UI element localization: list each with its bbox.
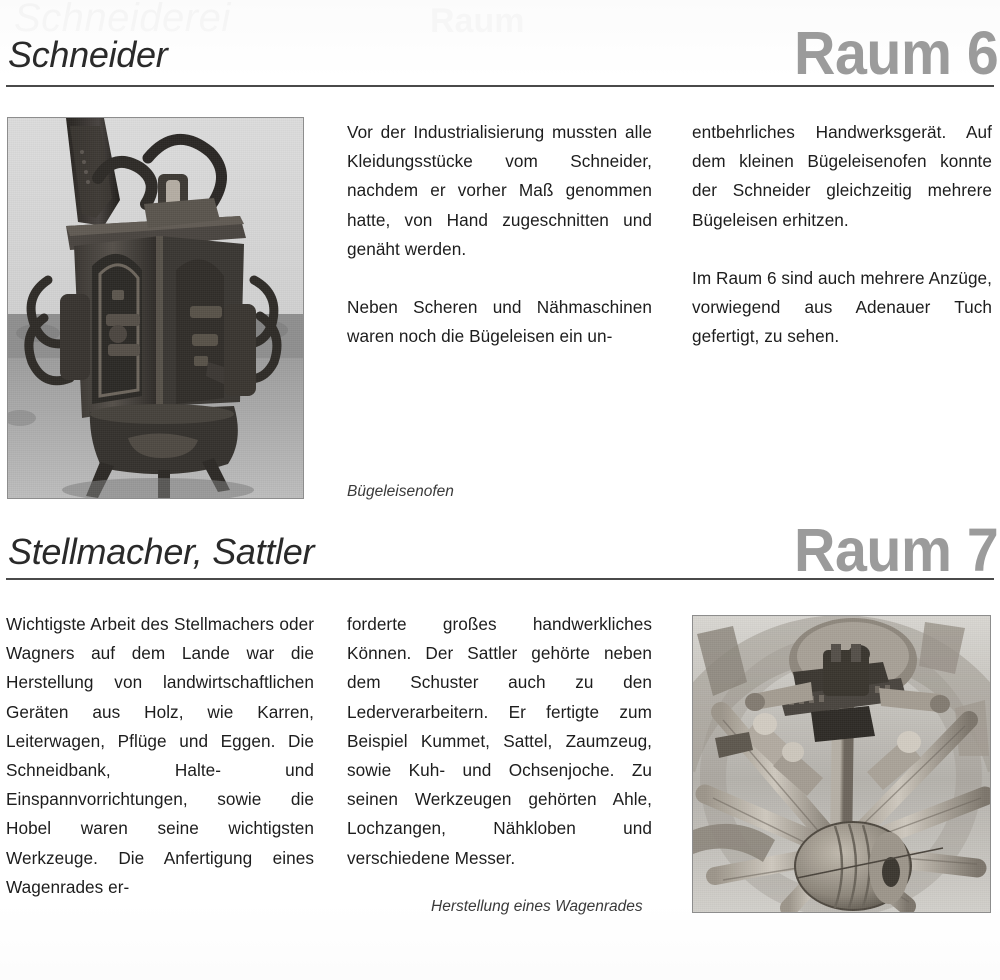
- room-label-6: Raum 6: [793, 19, 998, 87]
- bleed-through-ghost-text-left: Schneiderei: [14, 0, 231, 40]
- photo-caption-wagenrad: Herstellung eines Wagenrades: [431, 898, 643, 915]
- section-header-schneider: [0, 8, 1000, 86]
- paragraph: Neben Scheren und Nähmaschinen waren noch die Bügeleisen ein un-: [347, 297, 652, 347]
- bugeleisenofen-photo: [7, 117, 304, 499]
- body-column-stellmacher-2: [347, 610, 652, 873]
- wagenrad-photo: [692, 615, 991, 913]
- photo-caption-bugeleisenofen: Bügeleisenofen: [347, 483, 454, 500]
- paragraph: Wichtigste Arbeit des Stellmachers oder Wagners auf dem Lande war die Herstellung von landwirtschaftlichen Geräten aus Holz, wie Karren, Leiterwagen, Pflüge und Eggen. Die Schneidbank, Halte- und Einspannvorrichtungen, sowie die Hobel waren seine wichtigsten Werkzeuge. Die Anfertigung eines Wagenrades er-: [6, 614, 314, 897]
- paragraph: Im Raum 6 sind auch mehrere Anzüge, vorwiegend aus Adenauer Tuch gefertigt, zu sehen.: [692, 267, 992, 347]
- section-divider-rule-2: [6, 578, 994, 580]
- section-title-schneider: Schneider: [8, 34, 168, 75]
- body-column-stellmacher-1: [6, 610, 314, 902]
- paragraph: entbehrliches Handwerksgerät. Auf dem kleinen Bügeleisenofen konnte der Schneider gleichzeitig mehrere Bügeleisen erhitzen.: [692, 122, 992, 230]
- room-label-7: Raum 7: [793, 516, 998, 584]
- section-title-stellmacher: Stellmacher, Sattler: [8, 531, 315, 572]
- paragraph: forderte großes handwerkliches Können. Der Sattler gehörte neben dem Schuster auch zu den Lederverarbeitern. Er fertigte zum Beispiel Kummet, Sattel, Zaumzeug, sowie Kuh- und Ochsenjoche. Zu seinen Werkzeugen gehörten Ahle, Lochzangen, Nähkloben und verschiedene Messer.: [347, 614, 652, 868]
- body-column-schneider-2: [692, 118, 992, 351]
- body-column-schneider-1: [347, 118, 652, 351]
- paragraph: Vor der Industrialisierung mussten alle Kleidungsstücke vom Schneider, nachdem er vorher Maß genommen hatte, von Hand zugeschnitten und genäht werden.: [347, 122, 652, 259]
- section-divider-rule-1: [6, 85, 994, 87]
- section-header-stellmacher: [0, 505, 1000, 583]
